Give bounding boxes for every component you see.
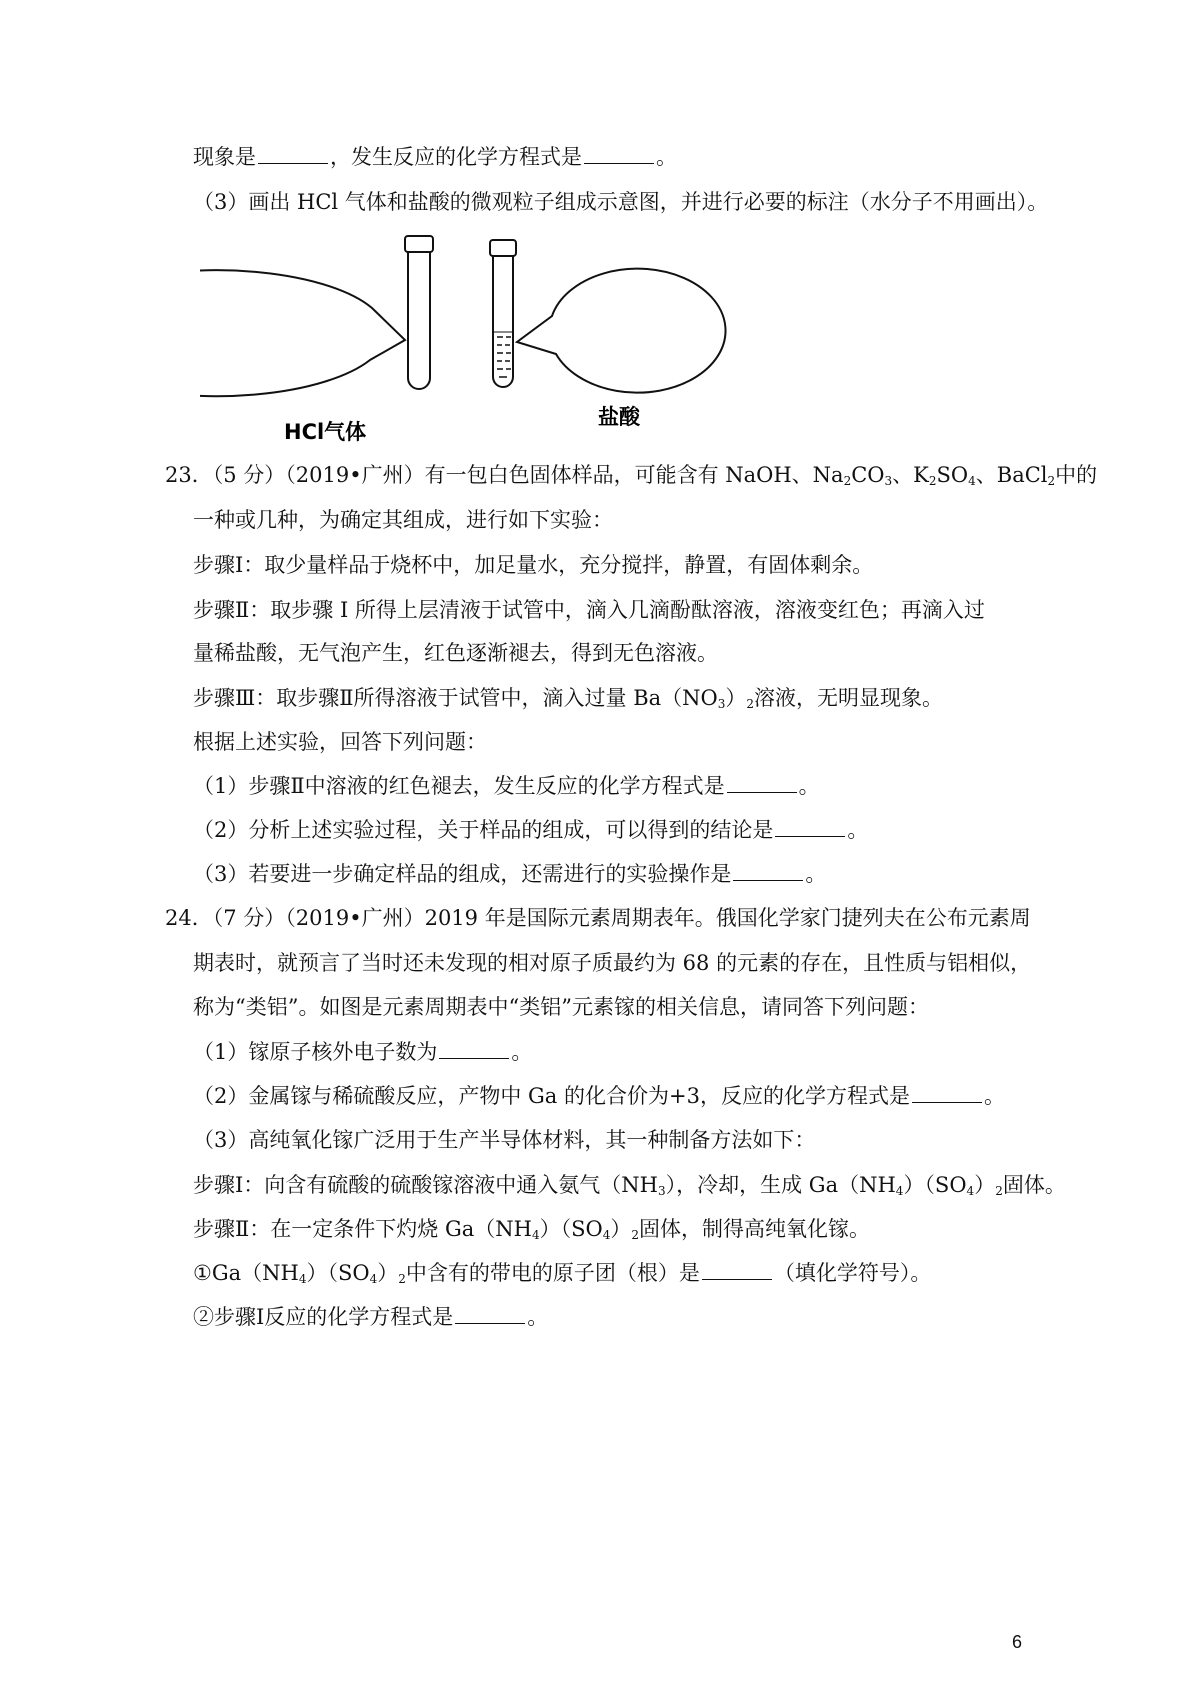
text: 。 — [798, 774, 820, 798]
text: 现象是 — [193, 145, 256, 169]
q24-part2 — [193, 1081, 1005, 1111]
subscript: 4 — [531, 1228, 540, 1242]
answer-blank[interactable] — [912, 1082, 982, 1103]
text: 中含有的带电的原子团（根）是 — [405, 1261, 700, 1285]
text: 。 — [805, 862, 827, 886]
q24-line1: 24．（7 分）（2019•广州）2019 年是国际元素周期表年。俄国化学家门捷列夫在公布元素周 — [165, 906, 1031, 930]
q23-intro: 根据上述实验，回答下列问题： — [193, 730, 487, 754]
text: 23．（5 分）（2019•广州）有一包白色固体样品，可能含有 NaOH、Na — [165, 463, 844, 487]
text: 固体，制得高纯氧化镓。 — [638, 1217, 870, 1241]
text: （1）镓原子核外电子数为 — [193, 1040, 438, 1064]
text: ） — [377, 1261, 399, 1285]
text: （1）步骤Ⅱ中溶液的红色褪去，发生反应的化学方程式是 — [193, 774, 725, 798]
subscript: 4 — [369, 1272, 378, 1286]
answer-blank[interactable] — [775, 816, 845, 837]
q23-step2b: 量稀盐酸，无气泡产生，红色逐渐褪去，得到无色溶液。 — [193, 641, 718, 665]
q23-part3 — [193, 859, 826, 889]
q24-circle2 — [193, 1302, 548, 1332]
text: ） — [974, 1173, 996, 1197]
q24-circle1 — [193, 1258, 931, 1294]
right-bubble — [517, 269, 726, 393]
q23-step1: 步骤Ⅰ：取少量样品于烧杯中，加足量水，充分搅拌，静置，有固体剩余。 — [193, 553, 874, 577]
answer-blank[interactable] — [455, 1303, 525, 1324]
text: 固体。 — [1002, 1173, 1066, 1197]
answer-blank[interactable] — [702, 1259, 772, 1280]
q23-step3 — [193, 683, 943, 719]
label-hcl-gas: HCl气体 — [284, 420, 367, 444]
text: ）（SO — [306, 1261, 370, 1285]
subscript: 2 — [928, 474, 937, 488]
subscript: 3 — [884, 474, 893, 488]
subscript: 2 — [1047, 474, 1056, 488]
text: 。 — [527, 1305, 549, 1329]
q24-part3: （3）高纯氧化镓广泛用于生产半导体材料，其一种制备方法如下： — [193, 1128, 816, 1152]
answer-blank[interactable] — [733, 860, 803, 881]
subscript: 2 — [398, 1272, 406, 1286]
text: ②步骤Ⅰ反应的化学方程式是 — [193, 1305, 454, 1329]
subscript: 4 — [895, 1184, 904, 1198]
answer-blank[interactable] — [258, 143, 328, 164]
text: ）（SO — [539, 1217, 603, 1241]
text: SO — [936, 463, 969, 487]
text: 、K — [892, 463, 929, 487]
q24-step2 — [193, 1214, 870, 1250]
answer-blank[interactable] — [584, 143, 654, 164]
subscript: 3 — [717, 697, 726, 711]
page-number: 6 — [1012, 1632, 1023, 1652]
q23-part1 — [193, 771, 820, 801]
q23-line1 — [165, 460, 1097, 496]
text: 。 — [656, 145, 677, 169]
left-bubble — [200, 270, 405, 396]
text: 步骤Ⅰ：向含有硫酸的硫酸镓溶液中通入氨气（NH — [193, 1173, 658, 1197]
q23-step2a: 步骤Ⅱ：取步骤 I 所得上层清液于试管中，滴入几滴酚酞溶液，溶液变红色；再滴入过 — [193, 598, 985, 622]
text: ，发生反应的化学方程式是 — [330, 145, 582, 169]
text: ①Ga（NH — [193, 1261, 299, 1285]
text: 。 — [983, 1084, 1005, 1108]
text: ） — [610, 1217, 632, 1241]
text: ），冷却，生成 Ga（NH — [665, 1173, 896, 1197]
text: 。 — [847, 818, 869, 842]
text: 中的 — [1055, 463, 1098, 487]
text: （3）若要进一步确定样品的组成，还需进行的实验操作是 — [193, 862, 732, 886]
hcl-diagram — [200, 232, 740, 447]
text: ）（SO — [903, 1173, 967, 1197]
q23-part2 — [193, 815, 868, 845]
subscript: 2 — [631, 1228, 639, 1242]
text: CO — [851, 463, 885, 487]
text: 。 — [511, 1040, 533, 1064]
text: （2）分析上述实验过程，关于样品的组成，可以得到的结论是 — [193, 818, 774, 842]
q24-part1 — [193, 1037, 532, 1067]
q24-line3: 称为“类铝”。如图是元素周期表中“类铝”元素镓的相关信息，请同答下列问题： — [193, 995, 929, 1019]
text: 步骤Ⅲ：取步骤Ⅱ所得溶液于试管中，滴入过量 Ba（NO — [193, 686, 718, 710]
answer-blank[interactable] — [727, 772, 797, 793]
label-hydrochloric-acid: 盐酸 — [598, 405, 640, 429]
subscript: 2 — [995, 1184, 1003, 1198]
text: （填化学符号）。 — [773, 1261, 932, 1285]
subscript: 2 — [746, 697, 755, 711]
subscript: 4 — [298, 1272, 307, 1286]
q24-line2: 期表时，就预言了当时还未发现的相对原子质最约为 68 的元素的存在，且性质与铝相似， — [193, 951, 1032, 975]
q24-step1 — [193, 1170, 1066, 1206]
text: （2）金属镓与稀硫酸反应，产物中 Ga 的化合价为+3，反应的化学方程式是 — [193, 1084, 910, 1108]
subscript: 2 — [843, 474, 852, 488]
subscript: 3 — [657, 1184, 666, 1198]
left-test-tube — [405, 236, 433, 389]
subscript: 4 — [602, 1228, 611, 1242]
answer-blank[interactable] — [439, 1038, 509, 1059]
text: 溶液，无明显现象。 — [754, 686, 944, 710]
text: 步骤Ⅱ：在一定条件下灼烧 Ga（NH — [193, 1217, 532, 1241]
subscript: 4 — [968, 474, 976, 488]
text: 、BaCl — [975, 463, 1048, 487]
q23-line2: 一种或几种，为确定其组成，进行如下实验： — [193, 508, 613, 532]
right-test-tube — [490, 240, 516, 387]
text: ） — [725, 686, 747, 710]
q22-part3: （3）画出 HCl 气体和盐酸的微观粒子组成示意图，并进行必要的标注（水分子不用画出）。 — [193, 190, 1049, 214]
subscript: 4 — [966, 1184, 975, 1198]
q22-phenomenon-line — [193, 142, 677, 172]
